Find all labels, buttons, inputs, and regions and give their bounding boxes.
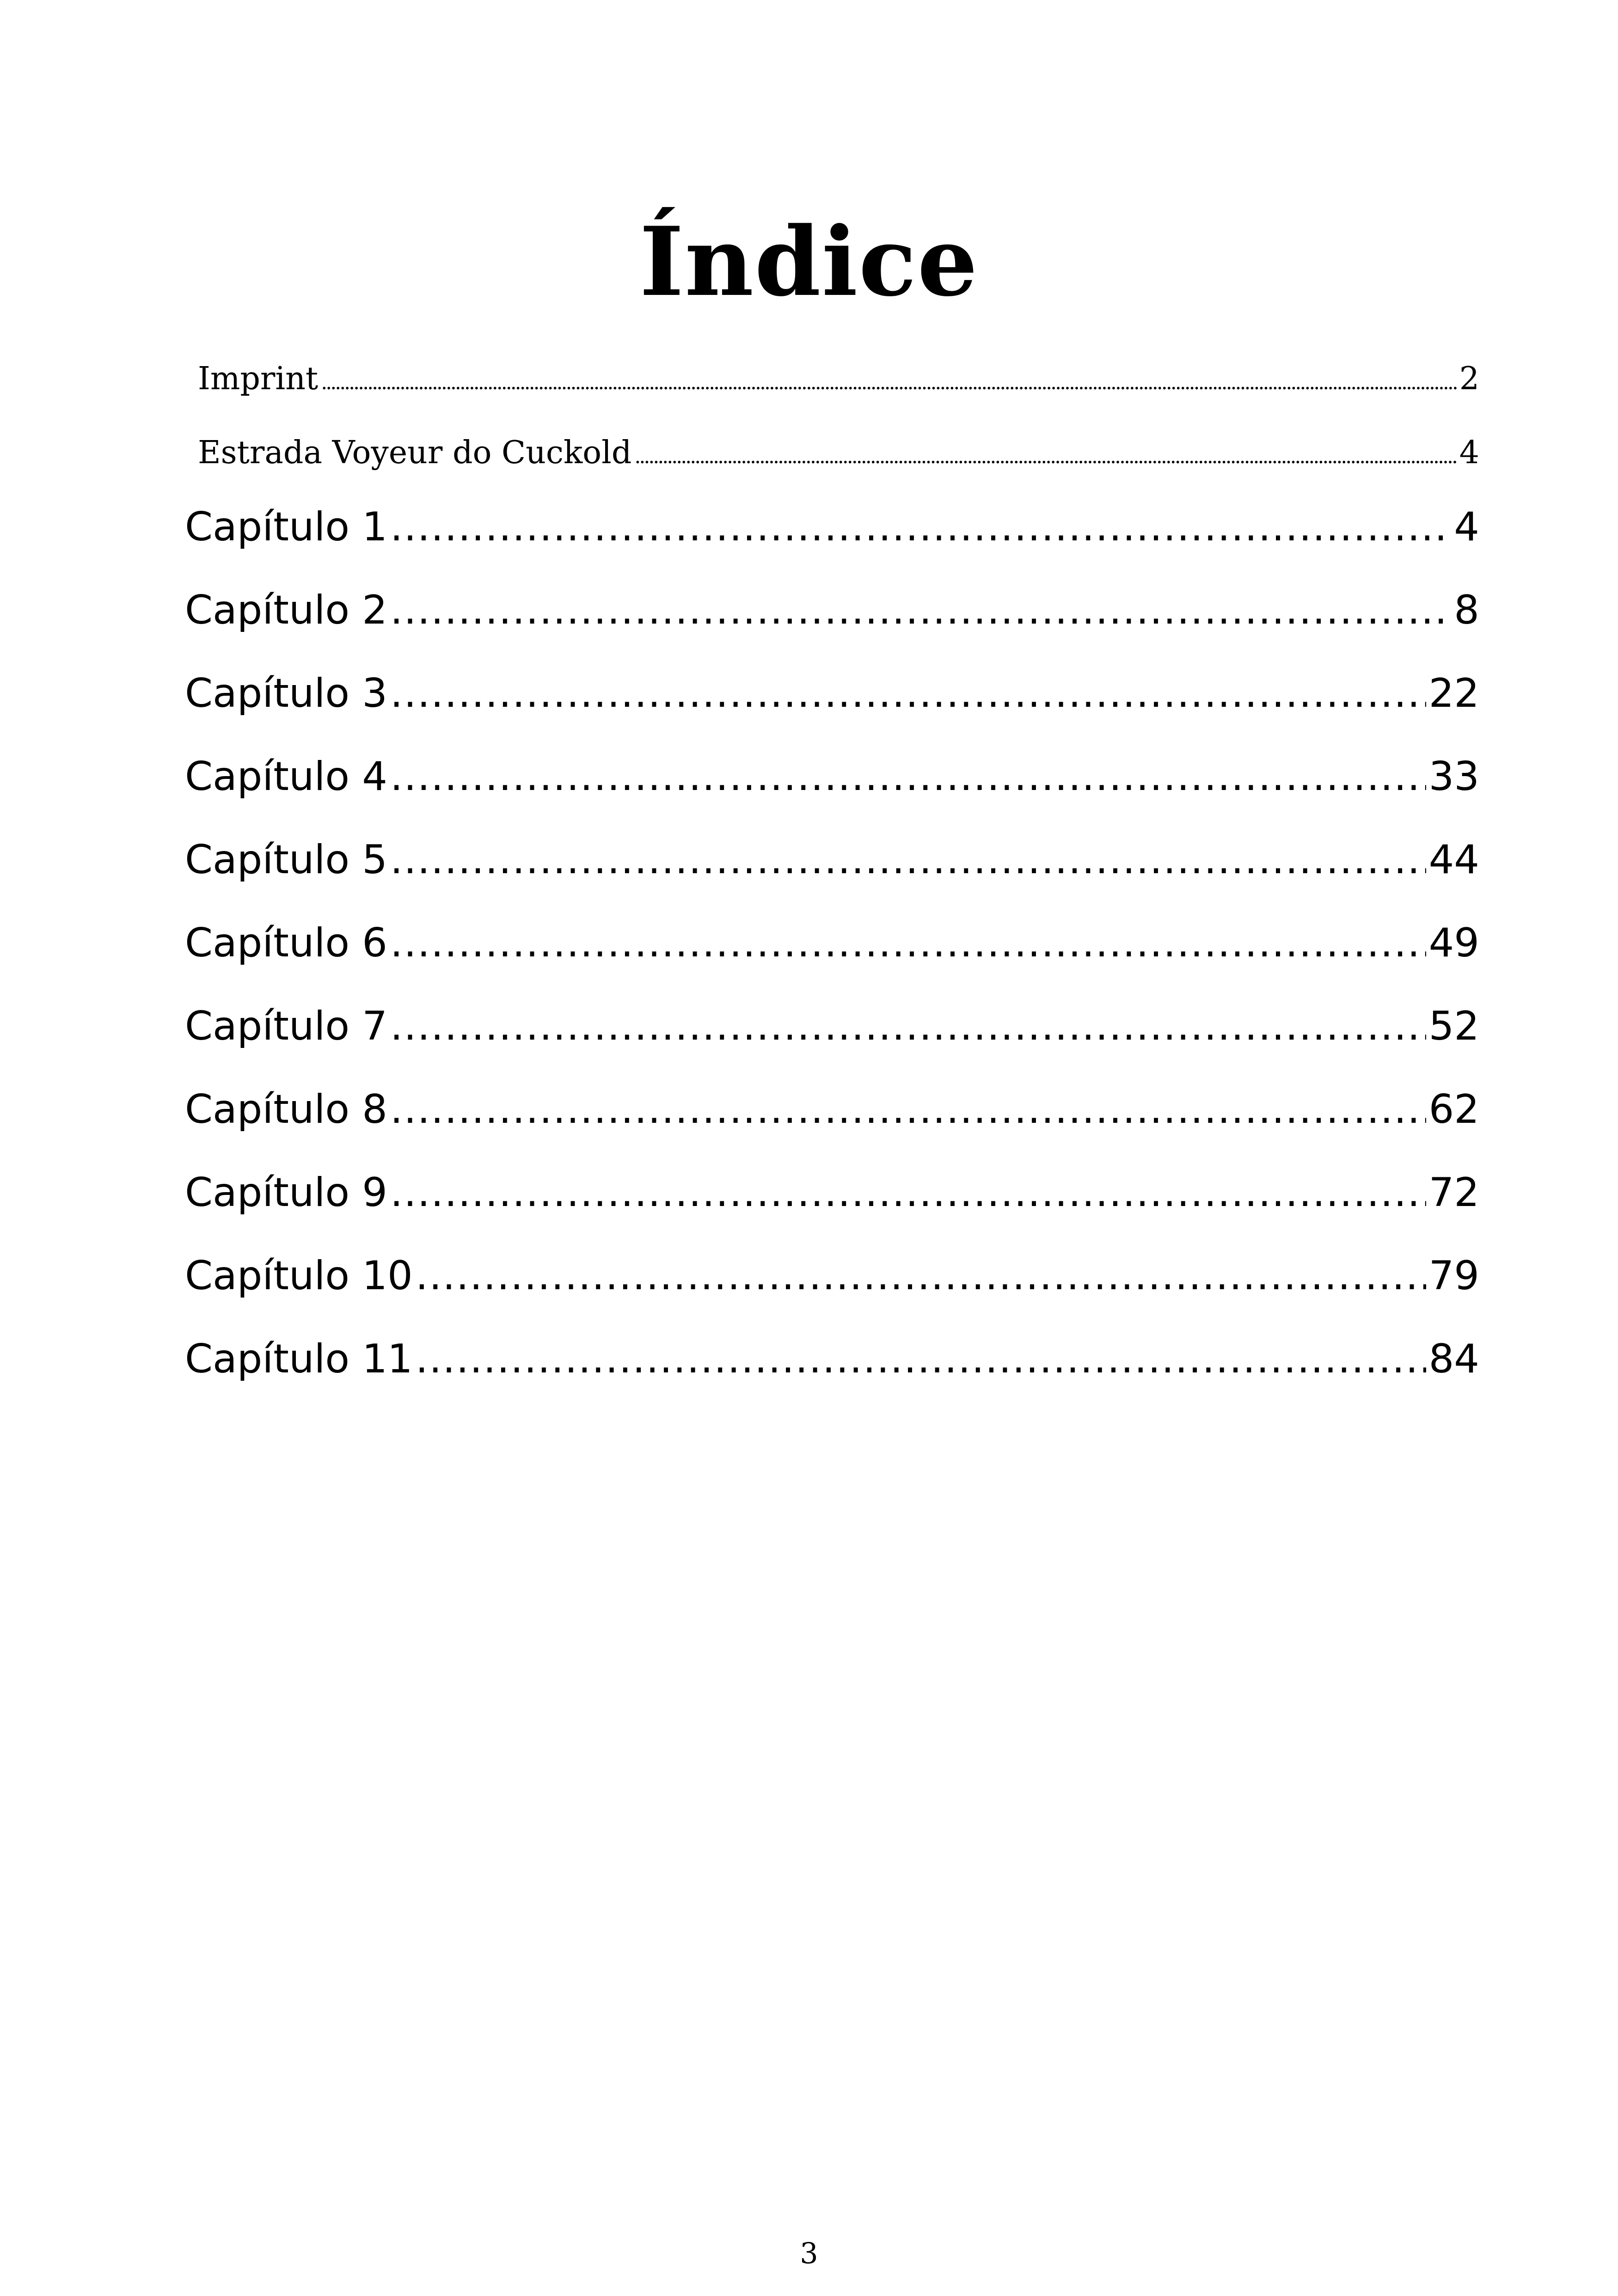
toc-entry-page: 2 — [1459, 361, 1479, 397]
toc-entry-capitulo-3[interactable] — [185, 668, 1479, 719]
toc-dot-leader — [321, 358, 1456, 404]
toc-entry-capitulo-8[interactable] — [185, 1084, 1479, 1135]
toc-entry-label: Capítulo 8 — [185, 1086, 388, 1133]
toc-entry-label: Imprint — [198, 361, 319, 397]
toc-entry-label: Capítulo 1 — [185, 504, 388, 550]
toc-entry-capitulo-9[interactable] — [185, 1167, 1479, 1218]
toc-entry-page: 52 — [1428, 1003, 1479, 1049]
toc-dot-leader — [390, 834, 1426, 885]
toc-entry-label: Estrada Voyeur do Cuckold — [198, 435, 632, 471]
page-number: 3 — [800, 2236, 818, 2270]
toc-entry-label: Capítulo 10 — [185, 1253, 413, 1299]
toc-entry-page: 33 — [1428, 753, 1479, 800]
toc-entry-page: 4 — [1459, 435, 1479, 471]
toc-dot-leader — [390, 668, 1426, 719]
toc-dot-leader — [390, 1084, 1426, 1135]
toc-entry-capitulo-6[interactable] — [185, 918, 1479, 968]
toc-dot-leader — [390, 502, 1451, 552]
toc-dot-leader — [390, 751, 1426, 802]
toc-entry-label: Capítulo 7 — [185, 1003, 388, 1049]
toc-dot-leader — [390, 1001, 1426, 1052]
toc-entry-page: 22 — [1428, 670, 1479, 716]
toc-entry-label: Capítulo 11 — [185, 1336, 413, 1382]
toc-entry-capitulo-2[interactable] — [185, 585, 1479, 636]
toc-dot-leader — [390, 585, 1451, 636]
toc-entry-label: Capítulo 4 — [185, 753, 388, 800]
toc-entry-capitulo-7[interactable] — [185, 1001, 1479, 1052]
toc-dot-leader — [416, 1250, 1426, 1301]
toc-entry-imprint[interactable] — [185, 358, 1479, 404]
toc-entry-page: 8 — [1454, 587, 1479, 633]
toc-entry-page: 62 — [1428, 1086, 1479, 1133]
toc-entry-page: 72 — [1428, 1169, 1479, 1216]
toc-entry-page: 44 — [1428, 837, 1479, 883]
toc-entry-capitulo-11[interactable] — [185, 1334, 1479, 1384]
toc-entry-page: 4 — [1454, 504, 1479, 550]
toc-entry-capitulo-10[interactable] — [185, 1250, 1479, 1301]
toc-entry-page: 49 — [1428, 920, 1479, 966]
toc-entry-capitulo-5[interactable] — [185, 834, 1479, 885]
toc-entry-label: Capítulo 6 — [185, 920, 388, 966]
page-title: Índice — [639, 207, 979, 318]
toc-entry-capitulo-1[interactable] — [185, 502, 1479, 552]
toc-entry-page: 79 — [1428, 1253, 1479, 1299]
toc-entry-capitulo-4[interactable] — [185, 751, 1479, 802]
toc-dot-leader — [390, 918, 1426, 968]
toc-entry-estrada-voyeur[interactable] — [185, 432, 1479, 478]
toc-entry-label: Capítulo 3 — [185, 670, 388, 716]
toc-entry-label: Capítulo 9 — [185, 1169, 388, 1216]
toc-entry-label: Capítulo 5 — [185, 837, 388, 883]
toc-dot-leader — [416, 1334, 1426, 1384]
toc-dot-leader — [390, 1167, 1426, 1218]
toc-entry-label: Capítulo 2 — [185, 587, 388, 633]
toc-dot-leader — [634, 432, 1456, 478]
toc-entry-page: 84 — [1428, 1336, 1479, 1382]
